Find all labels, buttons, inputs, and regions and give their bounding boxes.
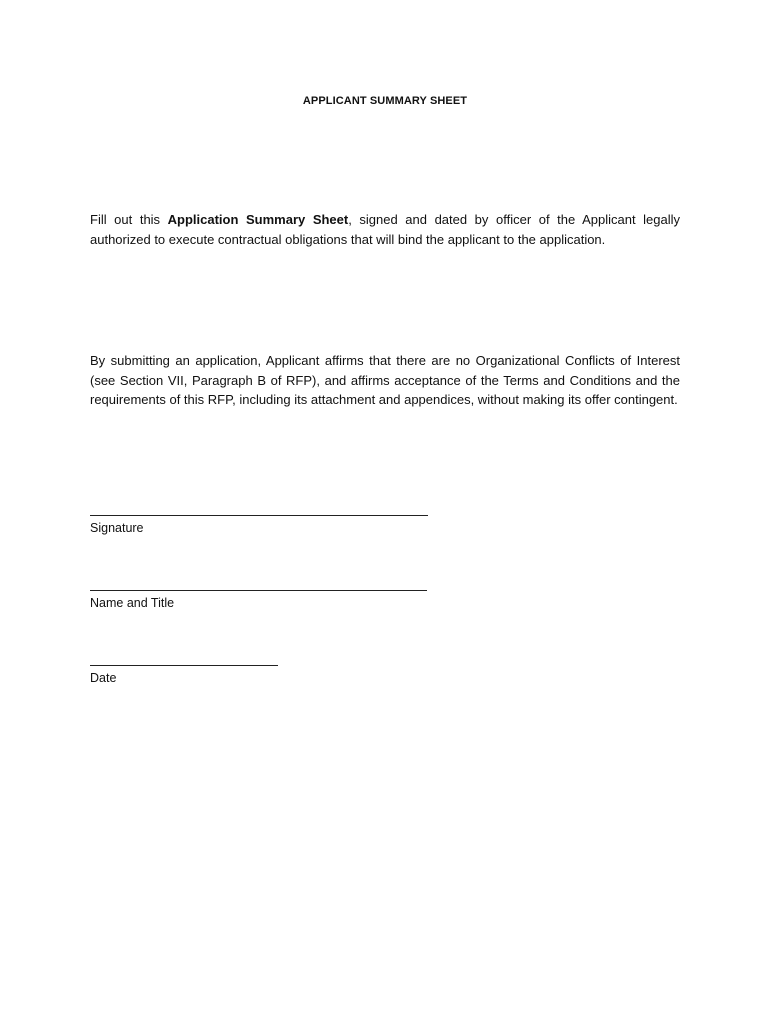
- instructions-lead: Fill out this: [90, 212, 168, 227]
- signature-label: Signature: [90, 521, 144, 535]
- signature-line[interactable]: [90, 515, 428, 516]
- date-label: Date: [90, 671, 117, 685]
- instructions-rest: , signed and dated by officer of the Applicant legally authorized to execute contractual obligations that will bind the applicant to the application.: [90, 212, 680, 247]
- instructions-paragraph: [90, 210, 680, 249]
- name-title-line[interactable]: [90, 590, 427, 591]
- page-title: APPLICANT SUMMARY SHEET: [302, 95, 468, 107]
- instructions-bold-term: Application Summary Sheet: [167, 212, 349, 227]
- affirmation-paragraph: By submitting an application, Applicant affirms that there are no Organizational Conflicts of Interest (see Section VII, Paragraph B of RFP), and affirms acceptance of the Terms and Conditions and the requirements of this RFP, including its attachment and appendices, without making its offer contingent.: [90, 353, 680, 407]
- name-title-label: Name and Title: [90, 596, 175, 610]
- date-line[interactable]: [90, 665, 278, 666]
